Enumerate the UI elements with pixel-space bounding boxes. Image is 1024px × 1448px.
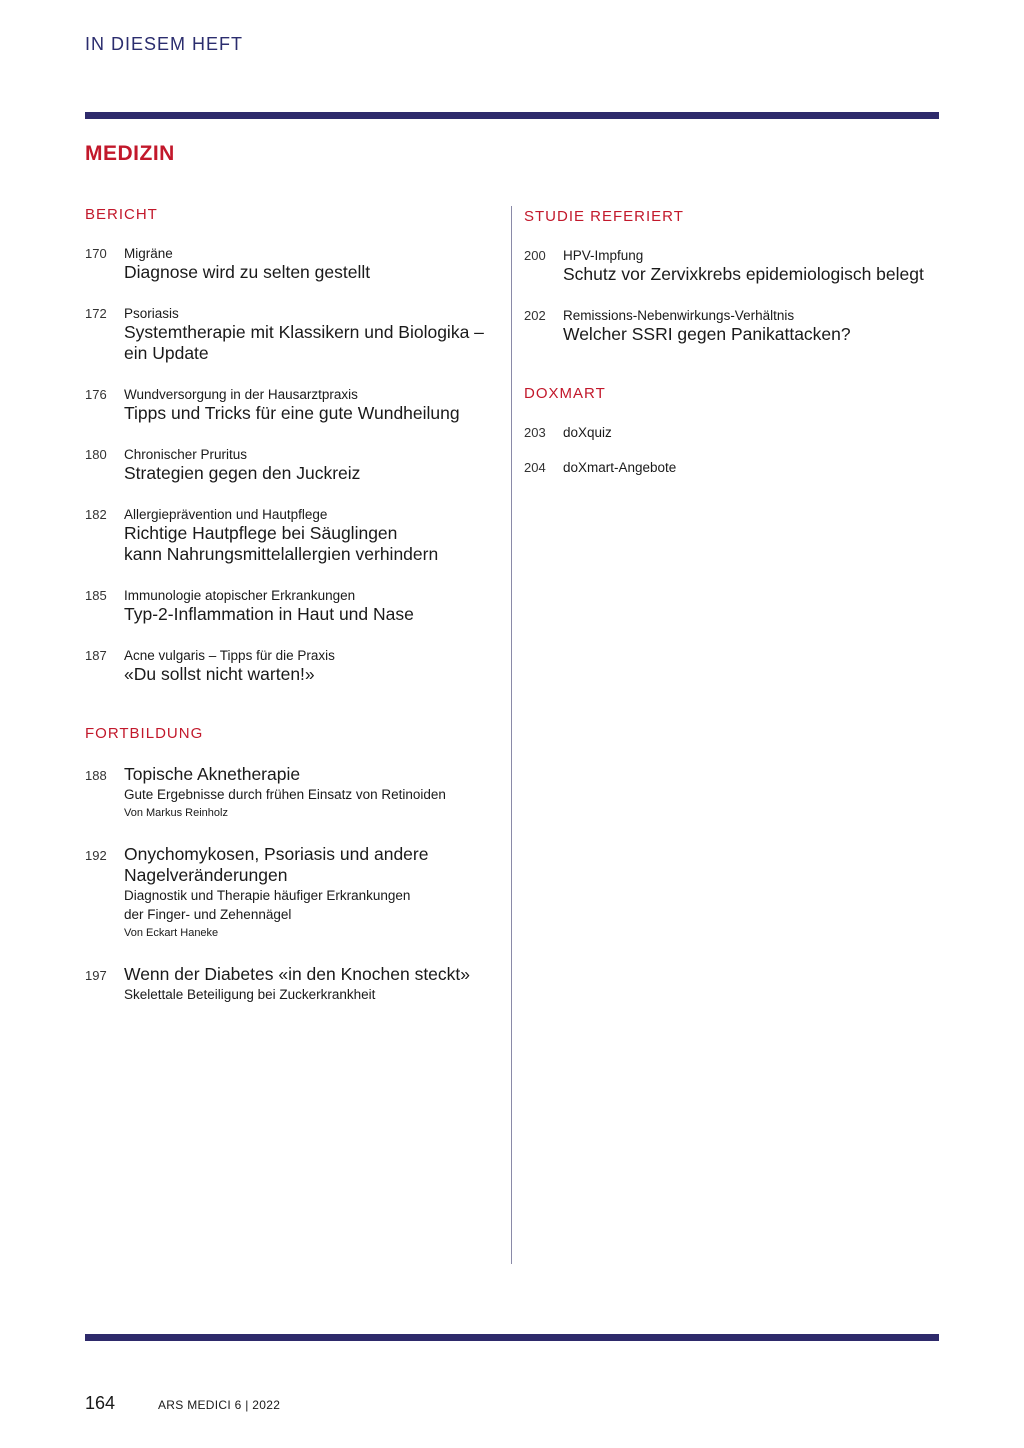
- entry-title: «Du sollst nicht warten!»: [124, 664, 315, 684]
- entry-kicker: Remissions-Nebenwirkungs-Verhältnis: [563, 308, 795, 323]
- page-number: 176: [85, 387, 107, 402]
- page-number: 188: [85, 768, 107, 783]
- page-number: 187: [85, 648, 107, 663]
- page-number: 170: [85, 246, 107, 261]
- entry-kicker: Wundversorgung in der Hausarztpraxis: [124, 387, 358, 402]
- footer-page-number: 164: [85, 1393, 116, 1413]
- entry-author: Von Markus Reinholz: [124, 807, 228, 819]
- entry-title: Strategien gegen den Juckreiz: [124, 463, 361, 483]
- entry-title: Typ-2-Inflammation in Haut und Nase: [124, 604, 414, 624]
- page-number: 180: [85, 447, 107, 462]
- category-bericht: BERICHT: [85, 206, 158, 223]
- page-number: 200: [524, 248, 546, 263]
- page-number: 182: [85, 507, 107, 522]
- entry-kicker: Immunologie atopischer Erkrankungen: [124, 588, 356, 603]
- entry-kicker: doXquiz: [563, 425, 612, 440]
- page-number: 172: [85, 306, 107, 321]
- toc-entry[interactable]: [524, 424, 944, 441]
- page-number: 185: [85, 588, 107, 603]
- entry-kicker: Acne vulgaris – Tipps für die Praxis: [124, 648, 335, 663]
- entry-kicker: Migräne: [124, 246, 173, 261]
- toc-entry[interactable]: [85, 245, 495, 283]
- category-studie-referiert: STUDIE REFERIERT: [524, 208, 684, 225]
- toc-entry[interactable]: [524, 247, 944, 285]
- entry-subtitle: Gute Ergebnisse durch frühen Einsatz von Retinoiden: [124, 787, 446, 802]
- entry-title: Diagnose wird zu selten gestellt: [124, 262, 371, 282]
- page-number: 197: [85, 968, 107, 983]
- left-column: [85, 206, 495, 1026]
- entry-kicker: Psoriasis: [124, 306, 179, 321]
- entry-title: Systemtherapie mit Klassikern und Biologika – ein Update: [124, 322, 484, 363]
- entry-subtitle: Skelettale Beteiligung bei Zuckerkrankheit: [124, 987, 376, 1002]
- toc-entry[interactable]: [524, 307, 944, 345]
- right-column: [524, 208, 944, 494]
- section-header: IN DIESEM HEFT: [85, 34, 244, 54]
- entry-title: Richtige Hautpflege bei Säuglingen kann Nahrungsmittelallergien verhindern: [124, 523, 439, 564]
- toc-entry[interactable]: [85, 764, 495, 822]
- toc-entry[interactable]: [85, 647, 495, 685]
- toc-entry[interactable]: [85, 964, 495, 1004]
- column-divider: [511, 206, 512, 1264]
- toc-entry[interactable]: [85, 587, 495, 625]
- page-number: 192: [85, 848, 107, 863]
- entry-title: Welcher SSRI gegen Panikattacken?: [563, 324, 851, 344]
- category-fortbildung: FORTBILDUNG: [85, 725, 204, 742]
- entry-title: Wenn der Diabetes «in den Knochen steckt»: [124, 964, 471, 984]
- toc-entry[interactable]: [85, 844, 495, 942]
- bottom-rule: [85, 1334, 939, 1341]
- page-number: 204: [524, 460, 546, 475]
- toc-entry[interactable]: [524, 459, 944, 476]
- entry-subtitle: Diagnostik und Therapie häufiger Erkrankungen der Finger- und Zehennägel: [124, 888, 411, 922]
- entry-kicker: doXmart-Angebote: [563, 460, 677, 475]
- entry-kicker: Allergieprävention und Hautpflege: [124, 507, 328, 522]
- category-doxmart: DOXMART: [524, 385, 606, 402]
- page-number: 202: [524, 308, 546, 323]
- entry-title: Schutz vor Zervixkrebs epidemiologisch belegt: [563, 264, 924, 284]
- entry-title: Topische Aknetherapie: [124, 764, 301, 784]
- toc-entry[interactable]: [85, 386, 495, 424]
- entry-title: Onychomykosen, Psoriasis und andere Nagelveränderungen: [124, 844, 429, 885]
- toc-entry[interactable]: [85, 506, 495, 565]
- footer-journal: ARS MEDICI 6 | 2022: [158, 1398, 281, 1412]
- top-rule: [85, 112, 939, 119]
- entry-title: Tipps und Tricks für eine gute Wundheilung: [124, 403, 460, 423]
- page-number: 203: [524, 425, 546, 440]
- entry-kicker: Chronischer Pruritus: [124, 447, 248, 462]
- section-title: MEDIZIN: [85, 142, 175, 165]
- entry-kicker: HPV-Impfung: [563, 248, 644, 263]
- toc-entry[interactable]: [85, 305, 495, 364]
- entry-author: Von Eckart Haneke: [124, 927, 219, 939]
- toc-entry[interactable]: [85, 446, 495, 484]
